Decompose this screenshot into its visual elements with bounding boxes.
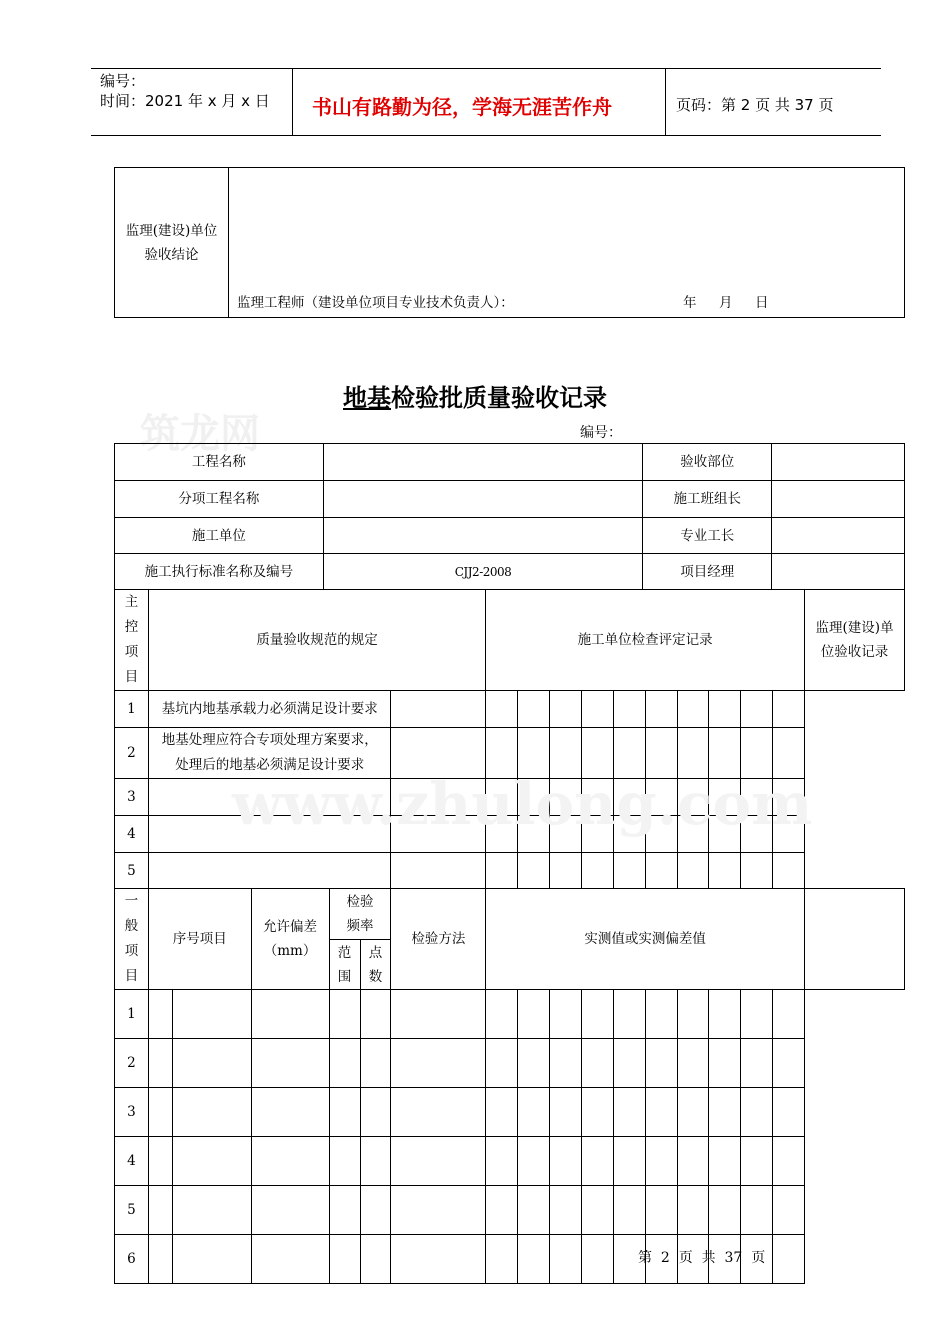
main-control-check-cell[interactable]: [709, 853, 741, 889]
project-manager-value[interactable]: [772, 554, 905, 590]
general-method-cell[interactable]: [360, 1039, 391, 1088]
general-tolerance-cell[interactable]: [172, 1137, 251, 1186]
construction-unit-value[interactable]: [323, 518, 643, 554]
general-item-cell[interactable]: [148, 1235, 172, 1284]
main-control-row-number: 1: [115, 691, 149, 728]
general-char-3: 项: [124, 943, 139, 959]
title-rest: 检验批质量验收记录: [391, 384, 607, 412]
general-measured-cell[interactable]: [518, 1088, 550, 1137]
general-row-supervision-cell[interactable]: [773, 1088, 805, 1137]
general-measured-cell[interactable]: [518, 1186, 550, 1235]
general-measured-cell[interactable]: [518, 1235, 550, 1284]
general-measured-cell[interactable]: [518, 990, 550, 1039]
standard-value: CJJ2-2008: [323, 554, 643, 590]
general-measured-cell[interactable]: [741, 1039, 773, 1088]
main-control-row-number: 3: [115, 779, 149, 816]
general-measured-cell[interactable]: [486, 990, 518, 1039]
general-measured-cell[interactable]: [581, 1137, 613, 1186]
general-measured-cell[interactable]: [613, 1137, 645, 1186]
inspection-table: [114, 589, 905, 1284]
general-row-number: 2: [115, 1039, 149, 1088]
main-control-check-cell[interactable]: [518, 691, 550, 728]
general-row-number: 1: [115, 990, 149, 1039]
general-measured-cell[interactable]: [391, 1039, 486, 1088]
general-row: [115, 1137, 905, 1186]
general-measured-cell[interactable]: [391, 990, 486, 1039]
general-measured-cell[interactable]: [709, 1088, 741, 1137]
general-row: [115, 1039, 905, 1088]
general-range-cell[interactable]: [251, 990, 329, 1039]
tolerance-unit: （mm）: [263, 943, 317, 959]
general-row: [115, 1088, 905, 1137]
main-control-check-cell[interactable]: [549, 853, 581, 889]
record-number-label: 编号：: [580, 425, 622, 441]
general-method-cell[interactable]: [360, 1186, 391, 1235]
date-month: 月: [719, 295, 733, 311]
standard-label: 施工执行标准名称及编号: [115, 554, 324, 590]
info-table: [114, 443, 905, 590]
general-tolerance-cell[interactable]: [172, 1039, 251, 1088]
main-control-row-text: 地基处理应符合专项处理方案要求，处理后的地基必须满足设计要求: [148, 728, 391, 779]
main-control-check-cell[interactable]: [391, 853, 486, 889]
general-item-cell[interactable]: [148, 1186, 172, 1235]
general-range-cell[interactable]: [251, 1039, 329, 1088]
engineer-label: 监理工程师（建设单位项目专业技术负责人）：: [237, 295, 514, 311]
main-control-check-cell[interactable]: [486, 853, 518, 889]
main-control-row: [115, 853, 905, 889]
general-row-supervision-cell[interactable]: [773, 1137, 805, 1186]
general-measured-cell[interactable]: [741, 1186, 773, 1235]
general-measured-cell[interactable]: [613, 1186, 645, 1235]
check-header: 施工单位检查评定记录: [486, 590, 805, 691]
main-control-check-cell[interactable]: [645, 691, 677, 728]
general-label: [115, 889, 149, 990]
frequency-header: 检验频率: [329, 889, 391, 940]
header-divider-1: [292, 68, 293, 136]
general-measured-cell[interactable]: [677, 1186, 709, 1235]
main-control-row-text: [148, 853, 391, 889]
general-measured-cell[interactable]: [645, 1039, 677, 1088]
main-control-check-cell[interactable]: [613, 691, 645, 728]
main-control-check-cell[interactable]: [709, 691, 741, 728]
date-day: 日: [755, 295, 769, 311]
general-item-cell[interactable]: [148, 990, 172, 1039]
conclusion-table: [114, 167, 905, 318]
general-measured-cell[interactable]: [613, 1088, 645, 1137]
general-measured-cell[interactable]: [645, 1088, 677, 1137]
general-measured-cell[interactable]: [486, 1137, 518, 1186]
foreman-label: 专业工长: [643, 518, 772, 554]
general-measured-cell[interactable]: [613, 1039, 645, 1088]
general-row-supervision-cell[interactable]: [773, 1186, 805, 1235]
general-measured-cell[interactable]: [549, 1088, 581, 1137]
main-control-row-number: 2: [115, 728, 149, 779]
general-char-1: 一: [124, 893, 139, 909]
general-measured-cell[interactable]: [391, 1137, 486, 1186]
seq-item-header: 序号项目: [148, 889, 251, 990]
main-control-check-cell[interactable]: [613, 853, 645, 889]
main-control-row: [115, 691, 905, 728]
header-bottom-rule: [91, 135, 881, 136]
main-control-char-2: 控: [124, 619, 139, 635]
general-row-number: 3: [115, 1088, 149, 1137]
general-range-cell[interactable]: [251, 1186, 329, 1235]
main-control-label: [115, 590, 149, 691]
watermark-middle: www.zhulong.com: [232, 770, 813, 838]
conclusion-label-line1: 监理(建设)单位: [125, 222, 218, 239]
general-method-cell[interactable]: [360, 990, 391, 1039]
general-measured-cell[interactable]: [581, 1186, 613, 1235]
main-control-check-cell[interactable]: [741, 853, 773, 889]
foreman-value[interactable]: [772, 518, 905, 554]
conclusion-content: [229, 168, 905, 318]
sub-project-value[interactable]: [323, 481, 643, 518]
spec-header: 质量验收规范的规定: [148, 590, 485, 691]
general-measured-cell[interactable]: [486, 1088, 518, 1137]
general-measured-cell[interactable]: [613, 990, 645, 1039]
general-char-4: 目: [124, 968, 139, 984]
construction-unit-label: 施工单位: [115, 518, 324, 554]
general-measured-cell[interactable]: [581, 1088, 613, 1137]
general-measured-cell[interactable]: [549, 1039, 581, 1088]
general-row-number: 5: [115, 1186, 149, 1235]
general-measured-cell[interactable]: [709, 1186, 741, 1235]
main-control-check-cell[interactable]: [549, 691, 581, 728]
header-top-rule: [91, 68, 881, 69]
general-measured-cell[interactable]: [518, 1039, 550, 1088]
general-item-cell[interactable]: [148, 1039, 172, 1088]
general-row-supervision-cell[interactable]: [773, 1235, 805, 1284]
header-page-label: 页码：第 2 页 共 37 页: [676, 96, 834, 114]
measured-header: 实测值或实测偏差值: [486, 889, 805, 990]
general-measured-cell[interactable]: [549, 1235, 581, 1284]
general-supervision-cell[interactable]: [805, 889, 905, 990]
general-row-supervision-cell[interactable]: [773, 990, 805, 1039]
general-measured-cell[interactable]: [486, 1235, 518, 1284]
general-measured-cell[interactable]: [741, 990, 773, 1039]
general-char-2: 般: [124, 918, 139, 934]
general-range-cell[interactable]: [251, 1088, 329, 1137]
general-range-cell[interactable]: [251, 1235, 329, 1284]
main-control-check-cell[interactable]: [486, 691, 518, 728]
main-control-check-cell[interactable]: [518, 853, 550, 889]
general-measured-cell[interactable]: [677, 1039, 709, 1088]
sub-project-label: 分项工程名称: [115, 481, 324, 518]
general-measured-cell[interactable]: [391, 1088, 486, 1137]
general-points-cell[interactable]: [329, 1039, 360, 1088]
general-measured-cell[interactable]: [709, 1137, 741, 1186]
general-measured-cell[interactable]: [581, 990, 613, 1039]
general-measured-cell[interactable]: [486, 1186, 518, 1235]
general-tolerance-cell[interactable]: [172, 1186, 251, 1235]
general-points-cell[interactable]: [329, 990, 360, 1039]
main-control-supervision-cell[interactable]: [773, 691, 805, 728]
general-measured-cell[interactable]: [645, 990, 677, 1039]
general-method-cell[interactable]: [360, 1137, 391, 1186]
main-control-row-number: 4: [115, 816, 149, 853]
general-measured-cell[interactable]: [391, 1186, 486, 1235]
general-item-cell[interactable]: [148, 1088, 172, 1137]
main-control-check-cell[interactable]: [581, 691, 613, 728]
general-row-number: 6: [115, 1235, 149, 1284]
main-control-check-cell[interactable]: [741, 691, 773, 728]
general-measured-cell[interactable]: [709, 1039, 741, 1088]
general-measured-cell[interactable]: [549, 1186, 581, 1235]
general-measured-cell[interactable]: [391, 1235, 486, 1284]
general-measured-cell[interactable]: [549, 990, 581, 1039]
header-motto: 书山有路勤为径，学海无涯苦作舟: [312, 95, 612, 119]
general-measured-cell[interactable]: [581, 1039, 613, 1088]
main-control-check-cell[interactable]: [645, 853, 677, 889]
acceptance-part-value[interactable]: [772, 444, 905, 481]
watermark-top: 筑龙网: [140, 410, 260, 457]
general-tolerance-cell[interactable]: [172, 990, 251, 1039]
general-method-cell[interactable]: [360, 1088, 391, 1137]
general-points-cell[interactable]: [329, 1137, 360, 1186]
general-row: [115, 1186, 905, 1235]
main-control-supervision-cell[interactable]: [773, 853, 805, 889]
general-method-cell[interactable]: [360, 1235, 391, 1284]
header-time-label: 时间：2021 年 x 月 x 日: [100, 92, 270, 110]
general-row-number: 4: [115, 1137, 149, 1186]
main-control-char-3: 项: [124, 644, 139, 660]
general-range-cell[interactable]: [251, 1137, 329, 1186]
conclusion-label-line2: 验收结论: [144, 246, 199, 263]
range-header: 范围: [329, 940, 360, 990]
main-control-check-cell[interactable]: [581, 853, 613, 889]
general-measured-cell[interactable]: [709, 990, 741, 1039]
main-control-check-cell[interactable]: [677, 691, 709, 728]
general-points-cell[interactable]: [329, 1186, 360, 1235]
general-measured-cell[interactable]: [645, 1186, 677, 1235]
main-control-check-cell[interactable]: [677, 853, 709, 889]
general-row-supervision-cell[interactable]: [773, 1039, 805, 1088]
general-measured-cell[interactable]: [549, 1137, 581, 1186]
tolerance-header: [251, 889, 329, 990]
general-measured-cell[interactable]: [486, 1039, 518, 1088]
general-points-cell[interactable]: [329, 1088, 360, 1137]
main-control-check-cell[interactable]: [391, 691, 486, 728]
main-control-char-1: 主: [124, 594, 139, 610]
general-measured-cell[interactable]: [677, 1088, 709, 1137]
general-measured-cell[interactable]: [518, 1137, 550, 1186]
method-header: 检验方法: [391, 889, 486, 990]
project-name-value[interactable]: [323, 444, 643, 481]
title-underlined: 地基: [343, 384, 391, 412]
general-measured-cell[interactable]: [677, 1137, 709, 1186]
general-measured-cell[interactable]: [741, 1137, 773, 1186]
page-footer: 第 2 页 共 37 页: [638, 1250, 766, 1266]
main-control-row-number: 5: [115, 853, 149, 889]
general-points-cell[interactable]: [329, 1235, 360, 1284]
project-manager-label: 项目经理: [643, 554, 772, 590]
general-row: [115, 1235, 905, 1284]
general-item-cell[interactable]: [148, 1137, 172, 1186]
general-tolerance-cell[interactable]: [172, 1235, 251, 1284]
general-row: [115, 990, 905, 1039]
supervision-header: 监理(建设)单位验收记录: [805, 590, 905, 691]
main-control-row-text: 基坑内地基承载力必须满足设计要求: [148, 691, 391, 728]
general-measured-cell[interactable]: [677, 990, 709, 1039]
general-measured-cell[interactable]: [645, 1137, 677, 1186]
team-leader-value[interactable]: [772, 481, 905, 518]
conclusion-label: [115, 168, 229, 318]
general-measured-cell[interactable]: [581, 1235, 613, 1284]
general-tolerance-cell[interactable]: [172, 1088, 251, 1137]
general-measured-cell[interactable]: [741, 1088, 773, 1137]
acceptance-part-label: 验收部位: [643, 444, 772, 481]
header-number-label: 编号：: [100, 72, 146, 90]
date-year: 年: [683, 295, 697, 311]
project-name-label: 工程名称: [115, 444, 324, 481]
header-divider-2: [665, 68, 666, 136]
points-header: 点数: [360, 940, 391, 990]
tolerance-title: 允许偏差: [263, 919, 318, 935]
main-control-char-4: 目: [124, 669, 139, 685]
team-leader-label: 施工班组长: [643, 481, 772, 518]
